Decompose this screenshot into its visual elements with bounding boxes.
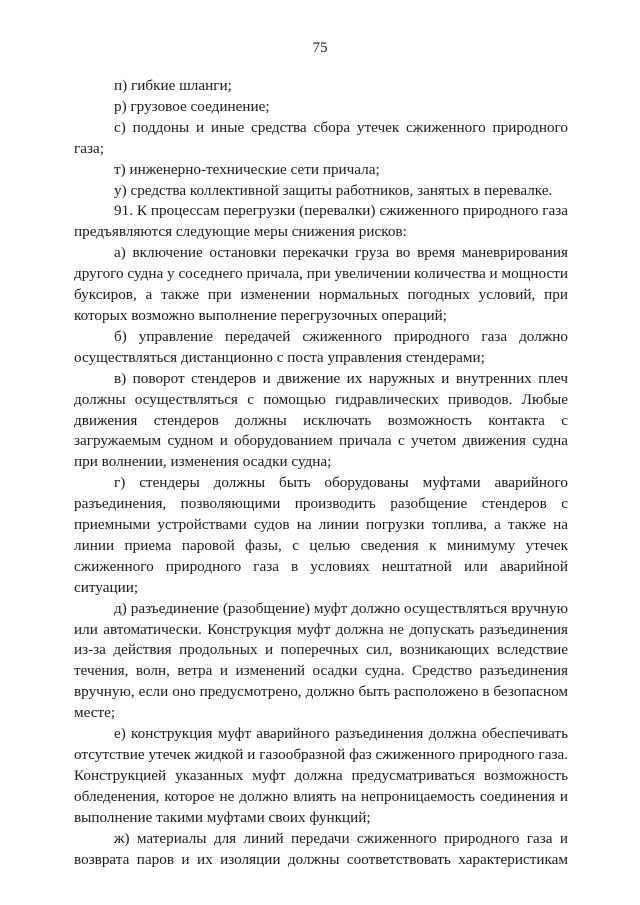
paragraph-item-b: б) управление передачей сжиженного природного газа должно осуществляться дистанционно с поста управления стендерами; [74, 327, 568, 366]
paragraph-item-e: е) конструкция муфт аварийного разъединения должна обеспечивать отсутствие утечек жидкой и газообразной фаз сжиженного природного газа. Конструкцией указанных муфт должна предусматриваться возможность обледенения, которое не должно влиять на непроницаемость соединения и выполнение такими муфтами своих функций; [74, 725, 568, 826]
paragraph-item-v: в) поворот стендеров и движение их наружных и внутренних плеч должны осуществляться с помощью гидравлических приводов. Любые движения стендеров должны исключать возможность контакта с загружаемым судном и оборудованием причала с учетом движения судна при волнении, изменения осадки судна; [74, 369, 568, 471]
paragraph-item-d: д) разъединение (разобщение) муфт должно осуществляться вручную или автоматически. Конструкция муфт должна не допускать разъединения из-за действия продольных и поперечных сил, возникающих вследствие течения, волн, ветра и изменений осадки судна. Средство разъединения вручную, если оно предусмотрено, должно быть расположено в безопасном месте; [74, 599, 568, 722]
paragraph-item-a: а) включение остановки перекачки груза во время маневрирования другого судна у соседнего причала, при увеличении количества и мощности буксиров, а также при изменении нормальных погодных условий, при которых возможно выполнение перегрузочных операций; [74, 244, 568, 324]
paragraph-item-zh: ж) материалы для линий передачи сжиженного природного газа и возврата паров и их изоляции должны соответствовать характеристикам [74, 829, 568, 868]
page-number: 75 [312, 40, 328, 56]
page-body [74, 76, 568, 870]
paragraph-item-p: п) гибкие шланги; [114, 77, 232, 94]
paragraph-section-91: 91. К процессам перегрузки (перевалки) сжиженного природного газа предъявляются следующие меры снижения рисков: [74, 202, 568, 241]
paragraph-item-t: т) инженерно-технические сети причала; [114, 160, 380, 178]
paragraph-item-u: у) средства коллективной защиты работников, занятых в перевалке. [114, 181, 553, 199]
paragraph-item-g: г) стендеры должны быть оборудованы муфтами аварийного разъединения, позволяющими производить разобщение стендеров с приемными устройствами судов на линии погрузки топлива, а также на линии приема паровой фазы, с целью сведения к минимуму утечек сжиженного природного газа в условиях нештатной или аварийной ситуации; [74, 474, 568, 596]
paragraph-item-s: с) поддоны и иные средства сбора утечек сжиженного природного газа; [74, 118, 568, 157]
paragraph-item-r: р) грузовое соединение; [114, 97, 270, 115]
